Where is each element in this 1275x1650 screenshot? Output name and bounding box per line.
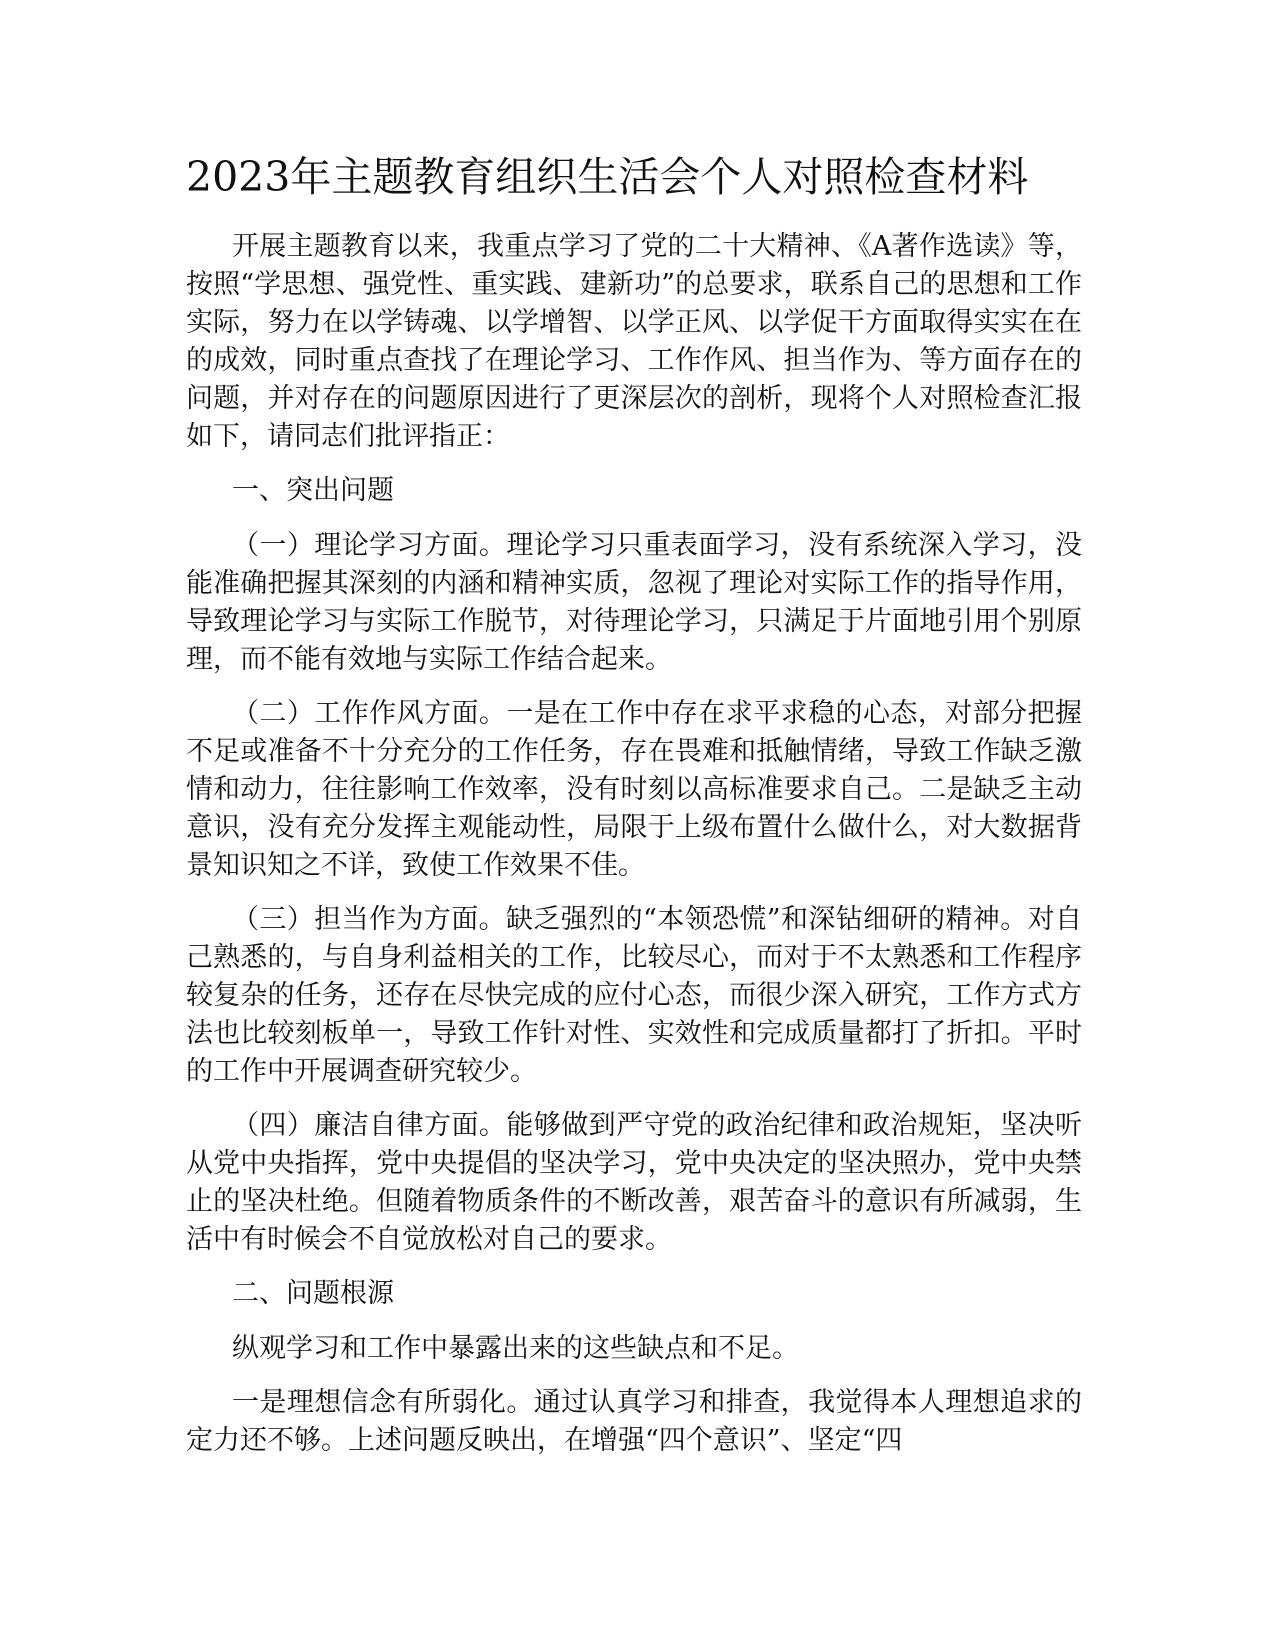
paragraph-theory-study: （一）理论学习方面。理论学习只重表面学习，没有系统深入学习，没能准确把握其深刻的内涵和精神实质，忽视了理论对实际工作的指导作用，导致理论学习与实际工作脱节，对待理论学习，只满足于片面地引用个别原理，而不能有效地与实际工作结合起来。 (186, 530, 1082, 675)
document-title: 2023年主题教育组织生活会个人对照检查材料 (186, 153, 1029, 201)
paragraph-ideals: 一是理想信念有所弱化。通过认真学习和排查，我觉得本人理想追求的定力还不够。上述问题反映出，在增强“四个意识”、坚定“四 (186, 1387, 1082, 1456)
paragraph-work-style: （二）工作作风方面。一是在工作中存在求平求稳的心态，对部分把握不足或准备不十分充分的工作任务，存在畏难和抵触情绪，导致工作缺乏激情和动力，往往影响工作效率，没有时刻以高标准要求自己。二是缺乏主动意识，没有充分发挥主观能动性，局限于上级布置什么做什么，对大数据背景知识知之不详，致使工作效果不佳。 (186, 698, 1082, 881)
paragraph-integrity: （四）廉洁自律方面。能够做到严守党的政治纪律和政治规矩，坚决听从党中央指挥，党中央提倡的坚决学习，党中央决定的坚决照办，党中央禁止的坚决杜绝。但随着物质条件的不断改善，艰苦奋斗的意识有所减弱，生活中有时候会不自觉放松对自己的要求。 (186, 1110, 1082, 1255)
document-body (186, 228, 1082, 1476)
intro-paragraph: 开展主题教育以来，我重点学习了党的二十大精神、《A著作选读》等，按照“学思想、强党性、重实践、建新功”的总要求，联系自己的思想和工作实际，努力在以学铸魂、以学增智、以学正风、以学促干方面取得实实在在的成效，同时重点查找了在理论学习、工作作风、担当作为、等方面存在的问题，并对存在的问题原因进行了更深层次的剖析，现将个人对照检查汇报如下，请同志们批评指正： (186, 231, 1082, 452)
paragraph-overview: 纵观学习和工作中暴露出来的这些缺点和不足。 (232, 1333, 799, 1364)
paragraph-responsibility: （三）担当作为方面。缺乏强烈的“本领恐慌”和深钻细研的精神。对自己熟悉的，与自身利益相关的工作，比较尽心，而对于不太熟悉和工作程序较复杂的任务，还存在尽快完成的应付心态，而很少深入研究，工作方式方法也比较刻板单一，导致工作针对性、实效性和完成质量都打了折扣。平时的工作中开展调查研究较少。 (186, 904, 1082, 1087)
section-heading-root-causes: 二、问题根源 (232, 1278, 394, 1309)
section-heading-problems: 一、突出问题 (232, 475, 394, 506)
